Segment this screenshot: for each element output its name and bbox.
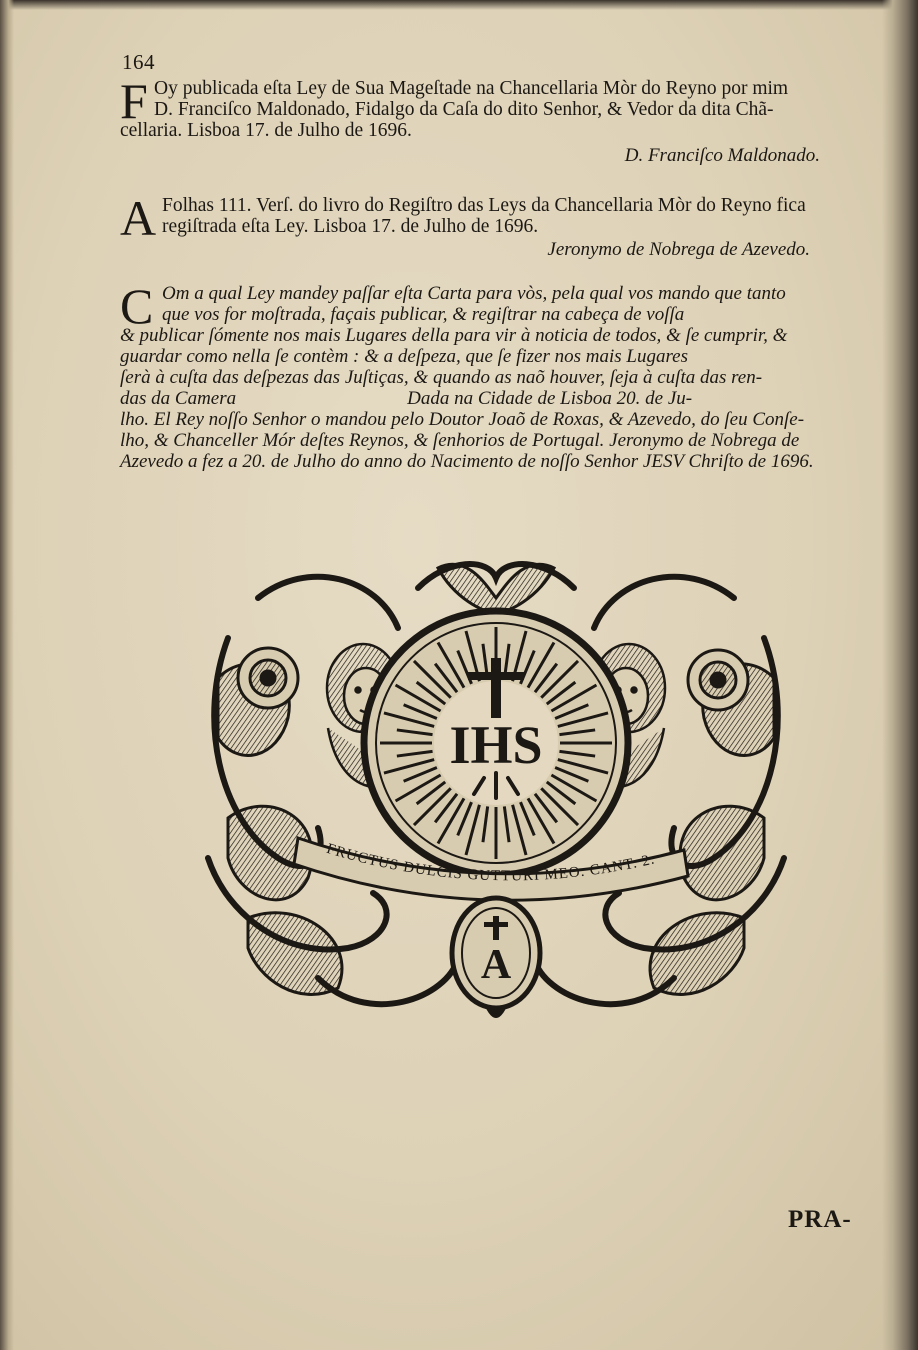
text-line: Folhas 111. Verſ. do livro do Regiſtro das Leys da Chancellaria Mòr do Reyno fica <box>162 195 806 216</box>
page-top-shadow <box>0 0 918 10</box>
publication-notice <box>120 73 865 167</box>
catchword: PRA- <box>788 1206 852 1233</box>
signature-azevedo: Jeronymo de Nobrega de Azevedo. <box>547 239 810 260</box>
rosette-right <box>688 650 748 710</box>
text-line: guardar como nella ſe contèm : & a deſpeza, que ſe fizer nos mais Lugares <box>120 346 688 367</box>
text-line: lho, & Chanceller Mór deſtes Reynos, & ſenhorios de Portugal. Jeronymo de Nobrega de <box>120 430 800 451</box>
dropcap-a: A <box>120 190 157 246</box>
dropcap-c: C <box>120 278 154 334</box>
lower-cartouche <box>452 898 540 1017</box>
motto-text: FRUCTUS DULCIS GUTTURI MEO. CANT. 2. <box>324 840 657 885</box>
page-right-edge <box>882 0 918 1350</box>
signature-maldonado: D. Franciſco Maldonado. <box>624 145 820 166</box>
page-number: 164 <box>122 50 155 74</box>
text-line: Oy publicada eſta Ley de Sua Mageſtade na Chancellaria Mòr do Reyno por mim <box>154 78 789 99</box>
royal-letter <box>120 278 865 472</box>
text-line: das da Camera Dada na Cidade de Lisboa 20. de Ju- <box>120 388 693 409</box>
ihs-monogram: IHS <box>449 715 543 775</box>
text-line: ſerà à cuſta das deſpezas das Juſtiças, & quando as naõ houver, ſeja à cuſta das ren- <box>120 367 763 388</box>
text-line: cellaria. Lisboa 17. de Julho de 1696. <box>120 120 412 141</box>
rosette-left <box>238 648 298 708</box>
lower-monogram: A <box>480 942 512 988</box>
page-left-edge <box>0 0 14 1350</box>
ihs-printers-device <box>188 558 804 1036</box>
text-line: Azevedo a fez a 20. de Julho do anno do Nacimento de noſſo Senhor JESV Chriſto de 1696. <box>120 451 814 472</box>
text-line: Om a qual Ley mandey paſſar eſta Carta para vòs, pela qual vos mando que tanto <box>162 283 786 304</box>
text-line: que vos for moſtrada, façais publicar, & regiſtrar na cabeça de voſſa <box>162 304 685 325</box>
text-line: & publicar ſómente nos mais Lugares della para vir à noticia de todos, & ſe cumprir, & <box>120 325 788 346</box>
text-line: regiſtrada eſta Ley. Lisboa 17. de Julho de 1696. <box>162 216 539 237</box>
text-line: lho. El Rey noſſo Senhor o mandou pelo Doutor Joaõ de Roxas, & Azevedo, do ſeu Conſe- <box>120 409 805 430</box>
registration-notice <box>120 190 865 261</box>
dropcap-f: F <box>120 73 148 129</box>
text-line: D. Franciſco Maldonado, Fidalgo da Caſa do dito Senhor, & Vedor da dita Chã- <box>154 99 774 120</box>
